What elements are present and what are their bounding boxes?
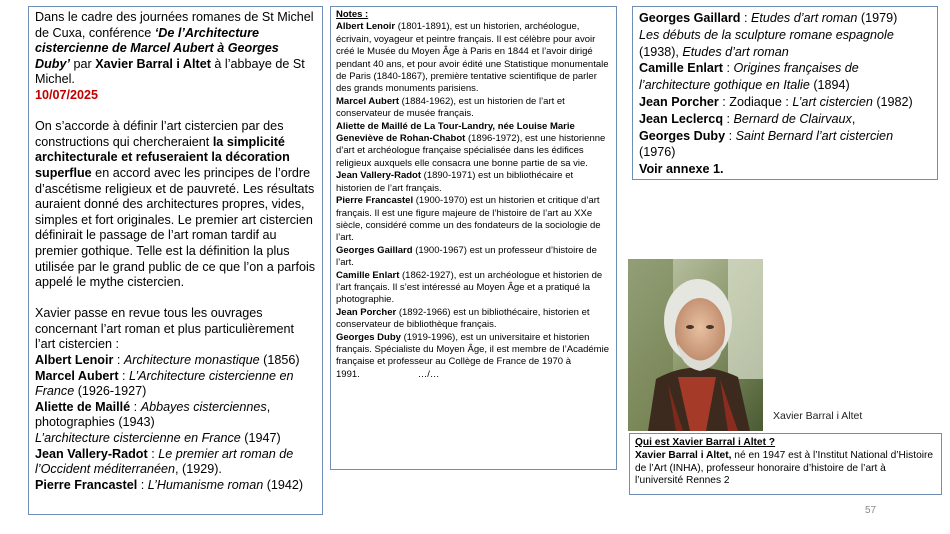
reference-year: ,: [851, 111, 856, 126]
reference-year: (1979): [857, 11, 898, 25]
note-more: …/…: [417, 368, 440, 380]
about-heading: Qui est Xavier Barral i Altet ?: [635, 437, 776, 448]
about-box: [629, 433, 942, 495]
note-entry: [336, 195, 611, 245]
note-name: Jean Porcher: [336, 306, 397, 318]
book-title: Le premier art roman de l’Occident méditerranéen: [35, 446, 294, 477]
book-year: (1942): [263, 477, 304, 492]
portrait-photo: [628, 259, 763, 431]
note-name: Aliette de Maillé de La Tour-Landry, née Louise Marie Geneviève de Rohan-Chabot: [336, 120, 575, 145]
note-text: (1896-1972), est une historienne d’art et archéologue française spécialisée dans les édifices religieux auxquels elle consacra une bonne partie de sa vie.: [336, 133, 606, 169]
note-entry: [336, 96, 611, 121]
reference-entry: [639, 94, 931, 111]
note-text: (1900-1967) est un professeur d’histoire de l’art.: [336, 244, 597, 269]
note-name: Georges Duby: [336, 331, 401, 343]
about-paragraph: [635, 450, 936, 488]
book-separator: :: [147, 446, 159, 461]
book-title: Abbayes cisterciennes: [140, 399, 267, 414]
note-entry: [336, 170, 611, 195]
book-entry: [35, 353, 316, 369]
book-author: Marcel Aubert: [35, 368, 119, 383]
notes-list: [336, 21, 611, 381]
book-entry: [35, 478, 316, 494]
note-entry: [336, 332, 611, 382]
note-name: Jean Vallery-Radot: [336, 170, 422, 182]
book-entry: [35, 369, 316, 400]
reference-year: (1976): [639, 145, 676, 160]
definition-paragraph: [35, 119, 316, 291]
reference-entry: [639, 128, 931, 162]
note-entry: [336, 245, 611, 270]
reference-year: (1894): [809, 78, 850, 93]
reference-title: Saint Bernard l’art cistercien: [735, 128, 894, 143]
intro-text: Dans le cadre des journées romanes de St Michel de Cuxa, conférence: [35, 10, 314, 40]
reference-title: Etudes d’art roman: [682, 44, 789, 59]
book-title: L’architecture cistercienne en France: [35, 431, 241, 446]
book-separator: :: [137, 477, 148, 492]
book-year: , (1929).: [175, 462, 222, 477]
reference-separator: :: [725, 128, 736, 143]
reference-separator: :: [723, 111, 734, 126]
book-list: [35, 353, 316, 493]
reference-year: (1938),: [639, 44, 683, 59]
reference-entry: [639, 27, 931, 61]
reference-title: Etudes d’art roman: [751, 11, 858, 25]
book-entry: [35, 431, 316, 447]
note-text: (1890-1971) est un bibliothécaire et historien de l’art français.: [336, 170, 574, 194]
about-name: Xavier Barral i Altet,: [635, 449, 732, 461]
note-name: Albert Lenoir: [336, 21, 396, 33]
book-entry: [35, 400, 316, 431]
book-year: (1856): [259, 353, 300, 368]
reference-separator: : Zodiaque :: [718, 94, 793, 109]
book-title: L’Humanisme roman: [147, 477, 264, 492]
conference-title: ‘De l’Architecture cistercienne de Marcel Aubert à Georges Duby’: [35, 25, 279, 71]
note-text: (1862-1927), est un archéologue et historien de l’art français. Il s’est intéressé au Moyen Âge et a pratiqué la photographie.: [336, 269, 603, 306]
photo-caption: Xavier Barral i Altet: [773, 410, 863, 422]
book-title: Architecture monastique: [123, 353, 260, 368]
book-author: Pierre Francastel: [35, 477, 138, 492]
reference-entry: [639, 10, 931, 27]
main-text-box: [28, 6, 323, 515]
book-separator: :: [118, 368, 130, 383]
book-year: (1926-1927): [74, 384, 147, 399]
book-author: Albert Lenoir: [35, 353, 114, 368]
reference-year: (1982): [872, 94, 913, 109]
conference-date: 10/07/2025: [35, 87, 99, 102]
note-name: Pierre Francastel: [336, 195, 414, 207]
note-name: Georges Gaillard: [336, 244, 413, 256]
references-box: [632, 6, 938, 180]
notes-title: Notes :: [336, 9, 369, 20]
annex-link: Voir annexe 1.: [639, 162, 724, 177]
note-name: Camille Enlart: [336, 269, 400, 281]
note-text: (1900-1970) est un historien et critique d’art français. Il est une figure majeure de l’histoire de l’art au XXe siècle, considéré comme un des fondateurs de la sociologie de l’art.: [336, 195, 601, 244]
intro-text-3: à l’abbaye de St Michel.: [35, 56, 305, 87]
definition-text-1: On s’accorde à définir l’art cistercien par des constructions qui chercheraient: [35, 119, 284, 149]
reference-separator: :: [740, 11, 751, 25]
reference-separator: :: [723, 61, 734, 76]
book-author: Jean Vallery-Radot: [35, 446, 148, 461]
intro-paragraph: [35, 10, 316, 104]
book-separator: :: [130, 399, 141, 414]
book-year: (1947): [240, 431, 281, 446]
book-title: L’Architecture cistercienne en France: [35, 368, 294, 399]
reference-title: L’art cistercien: [792, 94, 873, 109]
review-paragraph: Xavier passe en revue tous les ouvrages concernant l’art roman et plus particulièrement l’art cistercien :: [35, 306, 294, 352]
references-list: [639, 10, 931, 161]
note-text: (1892-1966) est un bibliothécaire, historien et conservateur de bibliothèque français.: [336, 306, 590, 331]
definition-bold: la simplicité architecturale et refuseraient la décoration superflue: [35, 134, 290, 180]
reference-title: Bernard de Clairvaux: [733, 111, 852, 126]
intro-text-2: par: [69, 56, 96, 71]
note-entry: [336, 270, 611, 307]
note-text: (1884-1962), est un historien de l’art et conservateur de musée français.: [336, 95, 565, 120]
note-entry: [336, 121, 611, 171]
book-year: , photographies (1943): [35, 399, 271, 430]
note-entry: [336, 21, 611, 95]
book-author: Aliette de Maillé: [35, 399, 131, 414]
book-entry: [35, 447, 316, 478]
reference-entry: [639, 60, 931, 94]
notes-box: [330, 6, 617, 470]
note-name: Marcel Aubert: [336, 95, 399, 107]
page-number: 57: [865, 505, 877, 516]
speaker-name: Xavier Barral i Altet: [95, 56, 211, 71]
reference-author: Georges Duby: [639, 128, 726, 143]
about-text: né en 1947 est à l’Institut National d’Histoire de l’Art (INHA), professeur honoraire d’histoire de l’art à l’université Rennes 2: [635, 449, 934, 487]
reference-entry: [639, 111, 931, 128]
definition-text-2: en accord avec les principes de l’ordre d’ascétisme religieux et de pauvreté. Les résultats auraient donné des architectures propres, vides, simples et fort originales. Le premier art cistercien définirait le passage de l’art roman tardif au premier gothique. Telle est la définition la plus utilisée par le grand public de ce que l’on a parfois appelé le mythe cistercien.: [35, 165, 316, 290]
note-entry: [336, 307, 611, 332]
note-text: (1919-1996), est un universitaire et historien français. Spécialiste du Moyen Âge, il est membre de l’Académie française et professeur au Collège de France de 1970 à 1991.: [336, 331, 609, 380]
reference-author: Georges Gaillard: [639, 11, 741, 25]
note-text: (1801-1891), est un historien, archéologue, écrivain, voyageur et peintre français. Il est célèbre pour avoir créé le Musée du Moyen Âge à Paris en 1844 et l’avoir dirigé pendant 40 ans, et pour avoir édité une Statistique monumentale de Paris (1840-1867), première tentative scientifique de parler des grands monuments parisiens.: [336, 21, 609, 95]
reference-title: Origines françaises de l’architecture gothique en Italie: [639, 61, 859, 93]
reference-author: Jean Porcher: [639, 94, 719, 109]
reference-author: Jean Leclercq: [639, 111, 724, 126]
reference-title: Les débuts de la sculpture romane espagnole: [639, 27, 894, 42]
reference-author: Camille Enlart: [639, 61, 723, 76]
book-separator: :: [113, 353, 124, 368]
